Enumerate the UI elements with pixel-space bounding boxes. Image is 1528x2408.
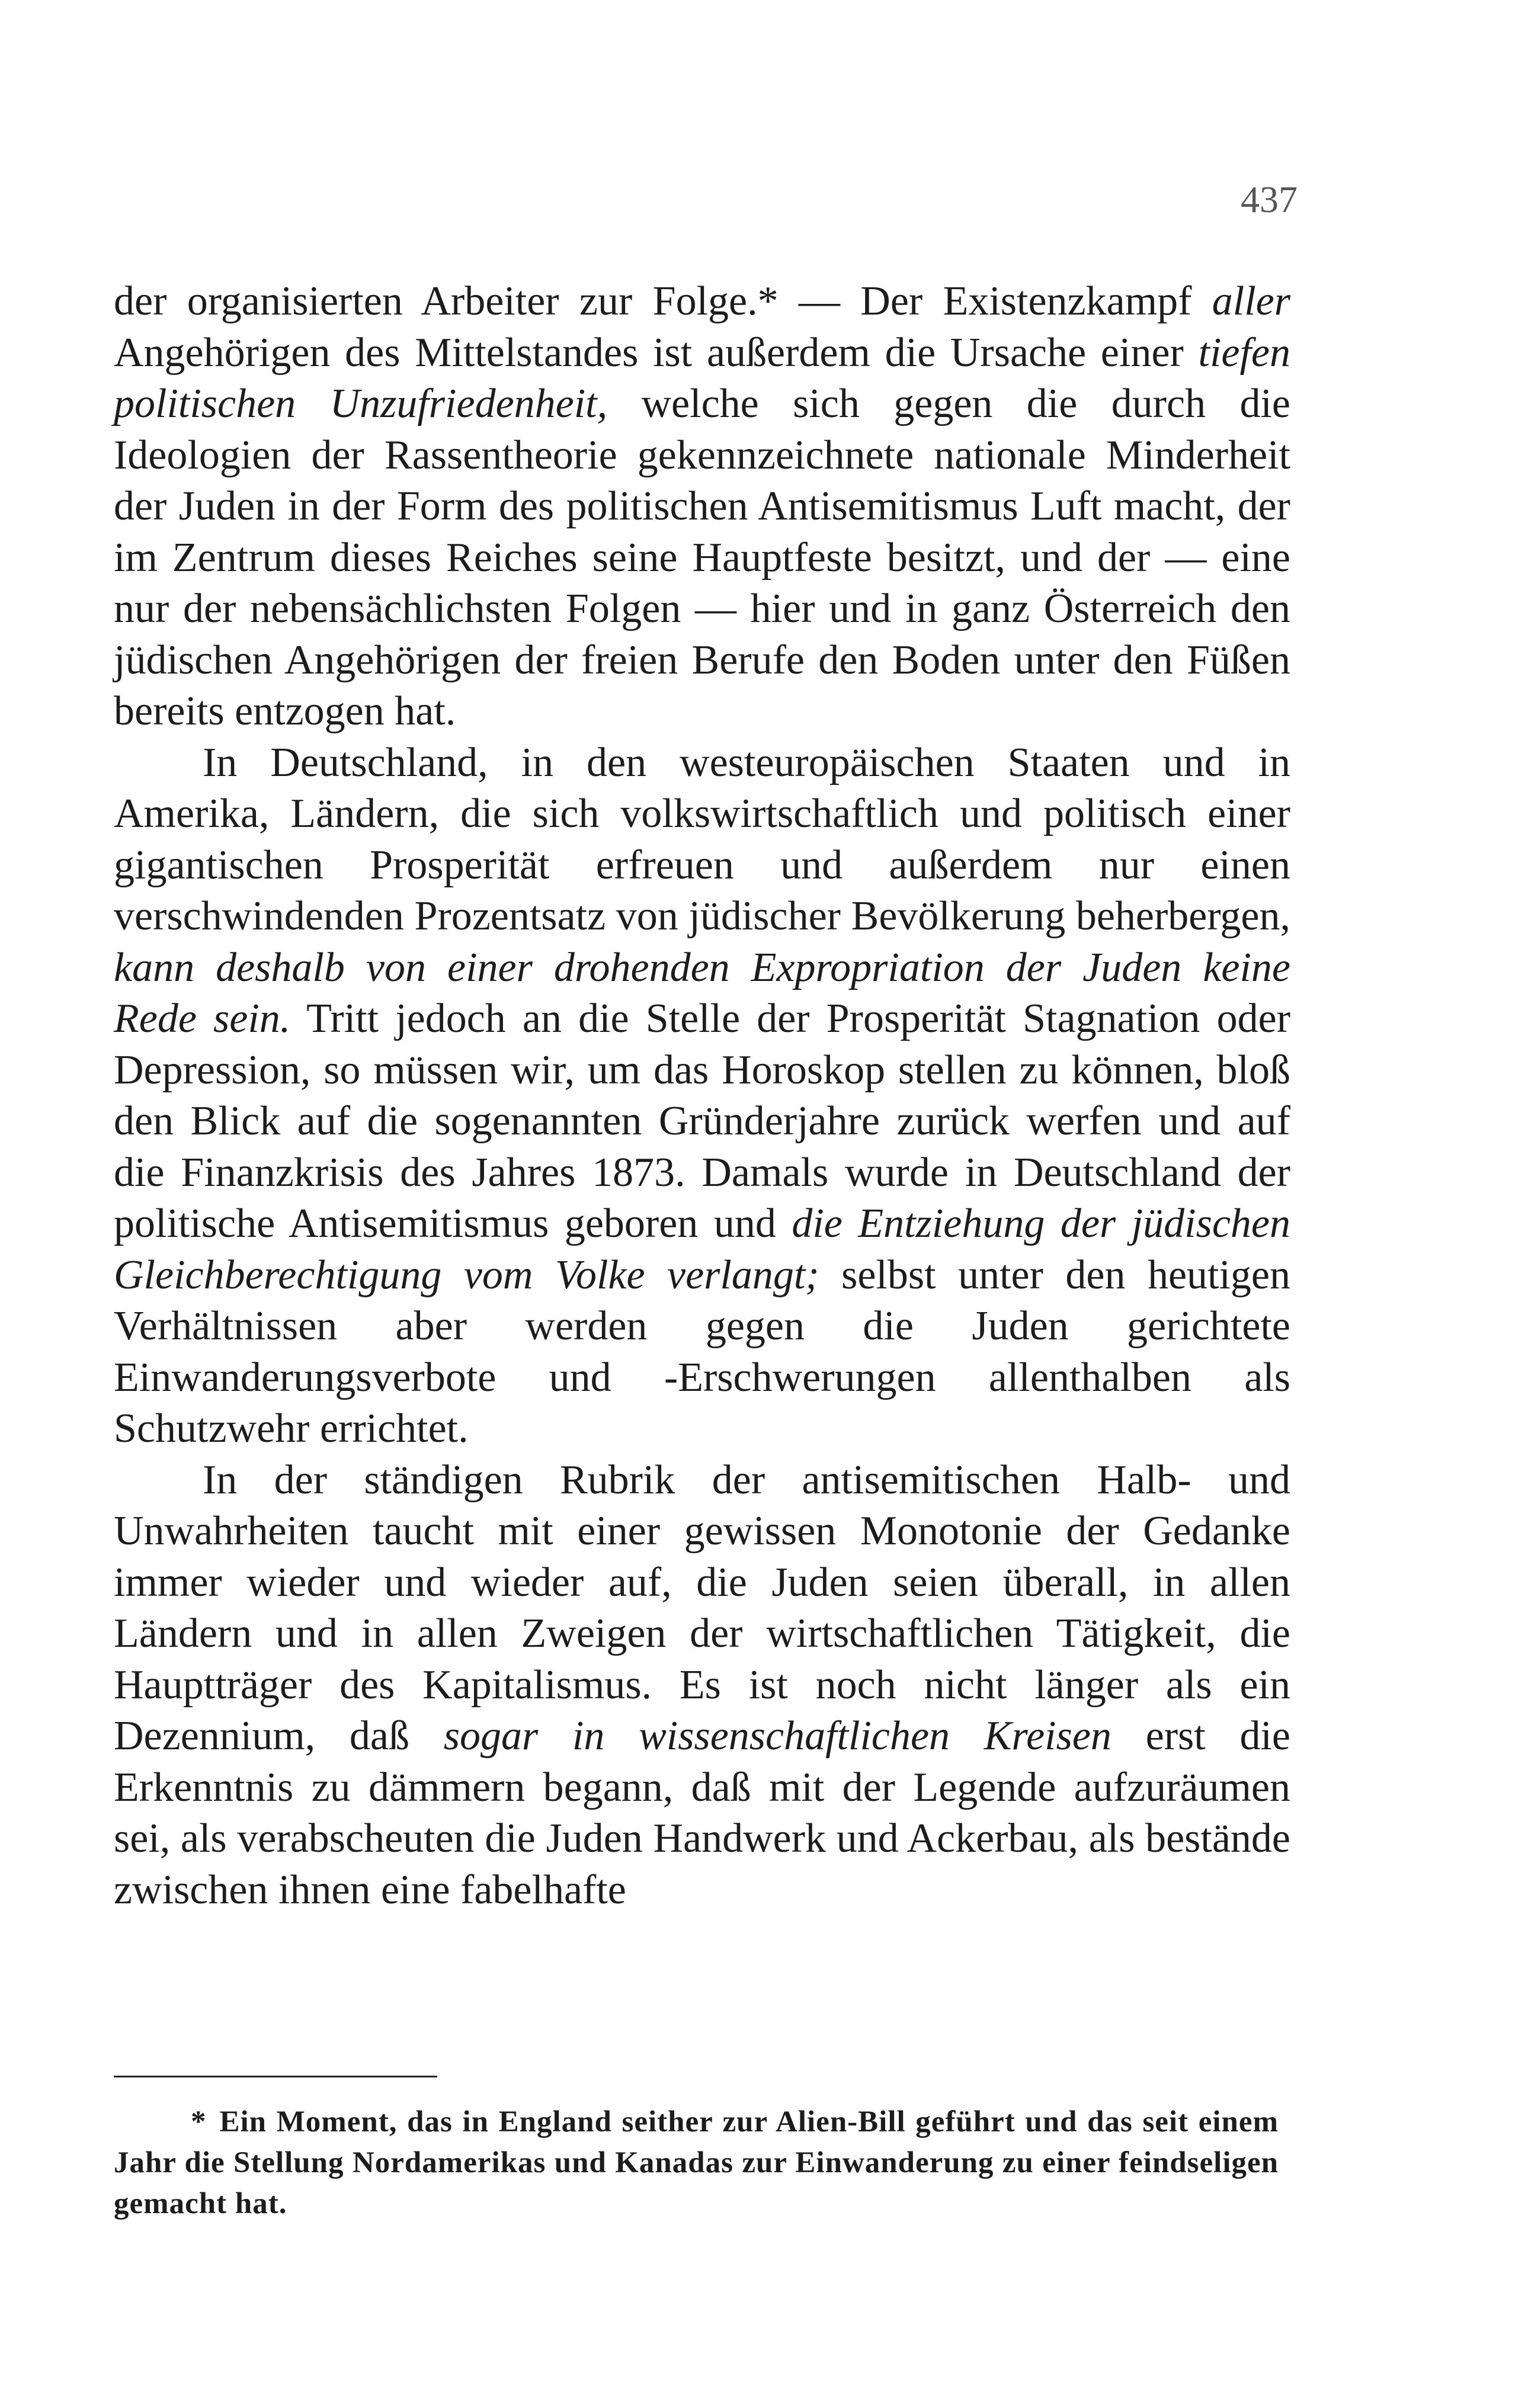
footnote [114, 2102, 1279, 2224]
text-run: Tritt jedoch an die Stelle der Prosperität Stagnation oder Depression, so müssen wir, um das Horoskop stellen zu können, bloß den Blick auf die sogenannten Gründerjahre zurück werfen und auf die Finanzkrisis des Jahres 1873. Damals wurde in Deutschland der politische Antisemitismus geboren und [114, 996, 1291, 1246]
paragraph [114, 276, 1290, 738]
italic-text: die Entziehung der jüdischen Gleichberechtigung vom Volke verlangt; [114, 1201, 1290, 1298]
text-run: erst die Erkenntnis zu dämmern begann, daß mit der Legende aufzuräumen sei, als verabscheuten die Juden Handwerk und Ackerbau, als bestände zwischen ihnen eine fabelhafte [114, 1713, 1290, 1913]
text-run: der organisierten Arbeiter zur Folge.* — Der Existenzkampf [114, 278, 1212, 324]
italic-text: kann deshalb von einer drohenden Expropriation der Juden keine Rede sein. [114, 944, 1290, 1041]
italic-text: sogar in wissenschaftlichen Kreisen [443, 1713, 1111, 1759]
page-number: 437 [1241, 178, 1298, 220]
text-run: welche sich gegen die durch die Ideologien der Rassentheorie gekennzeichnete nationale Minderheit der Juden in der Form des politischen Antisemitismus Luft macht, der im Zentrum dieses Reiches seine Hauptfeste besitzt, und der — eine nur der nebensächlichsten Folgen — hier und in ganz Österreich den jüdischen Angehörigen der freien Berufe den Boden unter den Füßen bereits entzogen hat. [114, 381, 1290, 734]
body-text [114, 276, 1290, 1916]
footnote-marker: * [191, 2105, 207, 2138]
paragraph [114, 738, 1290, 1455]
italic-text: aller [1212, 278, 1290, 324]
text-run: Angehörigen des Mittelstandes ist außerdem die Ursache einer [114, 329, 1199, 376]
footnote-divider [114, 2076, 437, 2077]
paragraph [114, 1455, 1290, 1916]
text-run: In Deutschland, in den westeuropäischen Staaten und in Amerika, Ländern, die sich volkswirtschaftlich und politisch einer gigantischen Prosperität erfreuen und außerdem nur einen verschwindenden Prozentsatz von jüdischer Bevölkerung beherbergen, [114, 739, 1290, 939]
footnote-text: Ein Moment, das in England seither zur Alien-Bill geführt und das seit einem Jahr die Stellung Nordamerikas und Kanadas zur Einwanderung zu einer feindseligen gemacht hat. [114, 2105, 1279, 2220]
text-run: In der ständigen Rubrik der antisemitischen Halb- und Unwahrheiten taucht mit einer gewissen Monotonie der Gedanke immer wieder und wieder auf, die Juden seien überall, in allen Ländern und in allen Zweigen der wirtschaftlichen Tätigkeit, die Hauptträger des Kapitalismus. Es ist noch nicht länger als ein Dezennium, daß [114, 1457, 1290, 1759]
text-run: selbst unter den heutigen Verhältnissen aber werden gegen die Juden gerichtete Einwanderungsverbote und -Erschwerungen allenthalben als Schutzwehr errichtet. [114, 1252, 1290, 1451]
italic-text: tiefen politischen Unzufriedenheit, [114, 329, 1290, 427]
